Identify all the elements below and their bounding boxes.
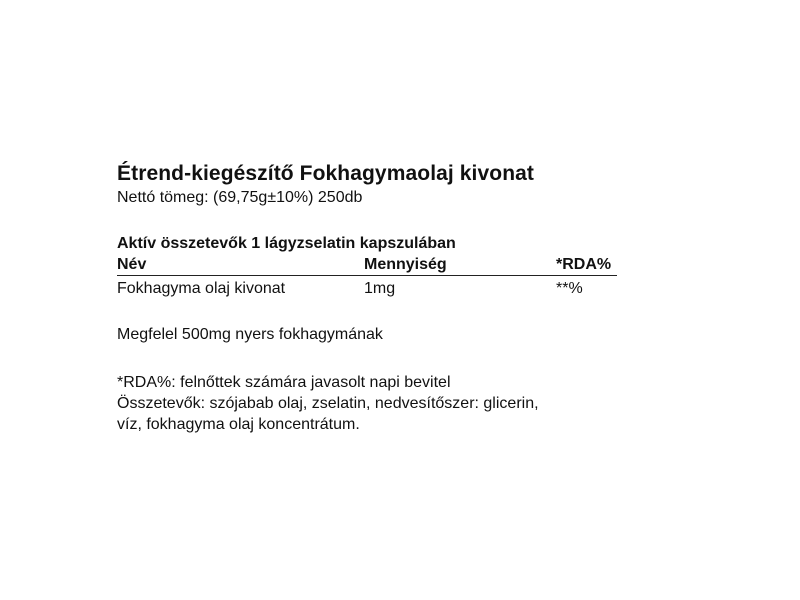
- active-ingredients-table: [117, 254, 617, 299]
- product-title: Étrend-kiegészítő Fokhagymaolaj kivonat: [117, 162, 534, 185]
- ingredient-quantity: 1mg: [364, 280, 396, 297]
- garlic-equivalence: Megfelel 500mg nyers fokhagymának: [117, 326, 383, 343]
- product-label: [117, 160, 637, 435]
- table-header-row: [117, 254, 617, 276]
- net-weight: Nettó tömeg: (69,75g±10%) 250db: [117, 189, 363, 206]
- ingredients-list-line-1: Összetevők: szójabab olaj, zselatin, nedvesítőszer: glicerin,: [117, 395, 539, 412]
- column-header-rda: *RDA%: [556, 256, 612, 273]
- ingredient-name: Fokhagyma olaj kivonat: [117, 280, 286, 297]
- notes-block: [117, 372, 637, 435]
- ingredient-rda: **%: [556, 280, 583, 297]
- active-ingredients-heading: Aktív összetevők 1 lágyzselatin kapszulában: [117, 235, 456, 252]
- column-header-quantity: Mennyiség: [364, 256, 447, 273]
- ingredients-list-line-2: víz, fokhagyma olaj koncentrátum.: [117, 416, 360, 433]
- column-header-name: Név: [117, 256, 147, 273]
- table-row: [117, 278, 617, 299]
- rda-footnote: *RDA%: felnőttek számára javasolt napi bevitel: [117, 374, 451, 391]
